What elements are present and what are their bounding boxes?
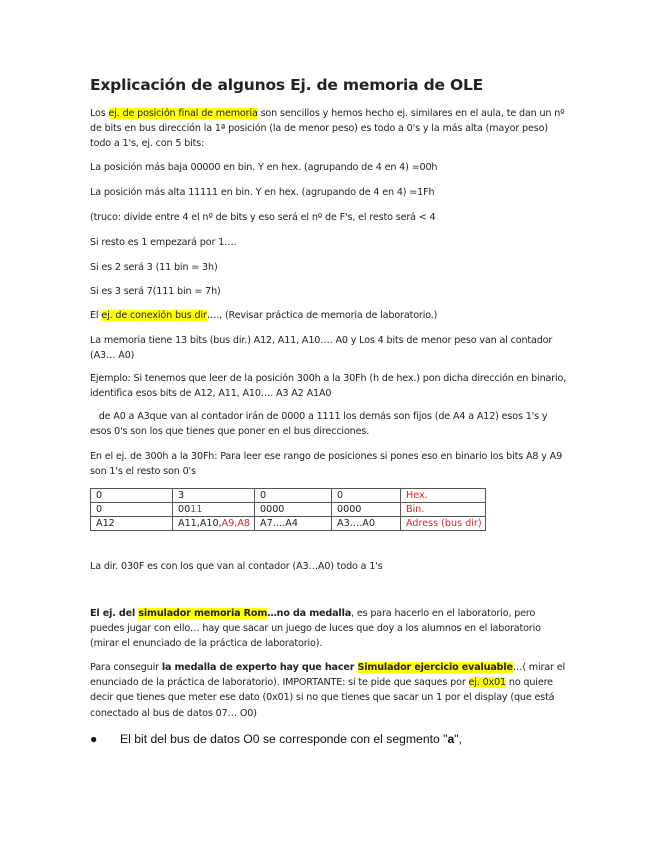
line-remainder-2: Si es 2 será 3 (11 bin = 3h) <box>90 262 218 273</box>
table-cell: 0000 <box>255 503 332 517</box>
table-cell: Hex. <box>401 489 486 503</box>
table-cell: 0 <box>91 489 173 503</box>
table-cell: 0 <box>91 503 173 517</box>
highlight-example-0x01: ej. 0x01 <box>468 677 506 689</box>
bullet-icon: ● <box>90 732 98 746</box>
paragraph-rom-simulator <box>90 606 570 652</box>
paragraph-range: En el ej. de 300h a la 30Fh: Para leer ese rango de posiciones si pones eso en binario los bits A8 y A9 son 1's el resto son 0's <box>90 451 563 478</box>
para1-rest: son sencillos y hemos hecho ej. similares en el aula, te dan un nº de bits en bus dirección la 1ª posición (la de menor peso) es todo a 0's y la más alta (mayor peso) todo a 1's, ej. con 5 bits: <box>90 108 565 150</box>
table-cell <box>173 517 255 531</box>
table-cell: 0 <box>332 489 401 503</box>
table-cell <box>173 503 255 517</box>
table-row <box>91 489 486 503</box>
medal-rest: no quiere decir que tienes que meter ese dato (0x01) si no que tienes que sacar un 1 por el display (que está conectado al bus de datos 07… O0) <box>90 677 555 719</box>
conn-lead: El <box>90 310 102 321</box>
table-cell: 3 <box>173 489 255 503</box>
rom-rest: , es para hacerlo en el laboratorio, pero puedes jugar con ello… hay que sacar un juego de luces que doy a los alumnos en el laboratorio (mirar el enunciado de la práctica de laboratorio). <box>90 608 541 650</box>
line-remainder-1: Si resto es 1 empezará por 1…. <box>90 237 237 248</box>
address-table <box>90 488 486 531</box>
line-dir-030f: La dir. 030F es con los que van al contador (A3…A0) todo a 1's <box>90 561 383 572</box>
table-cell: 0000 <box>332 503 401 517</box>
paragraph-example-counter: de A0 a A3que van al contador irán de 0000 a 1111 los demás son fijos (de A4 a A12) esos 1's y esos 0's son los que tienes que poner en el bus direcciones. <box>90 411 551 438</box>
rom-lead: El ej. del <box>90 608 139 619</box>
line-remainder-3: Si es 3 será 7(111 bin = 7h) <box>90 286 221 297</box>
highlight-final-position: ej. de posición final de memoria <box>108 108 258 119</box>
table-cell: Bin. <box>401 503 486 517</box>
para1-lead: Los <box>90 108 109 119</box>
paragraph-expert-medal <box>90 660 570 721</box>
cell-text-red: A9,A8 <box>221 518 251 529</box>
highlight-bus-connection: ej. de conexión bus dir <box>101 310 207 321</box>
paragraph-example: Ejemplo: Si tenemos que leer de la posición 300h a la 30Fh (h de hex.) pon dicha dirección en binario, identifica esos bits de A12, A11, A10…. A3 A2 A1A0 <box>90 373 567 400</box>
paragraph-final-position <box>90 106 570 152</box>
table-cell: 0 <box>255 489 332 503</box>
table-row <box>91 503 486 517</box>
paragraph-memory-bits: La memoria tiene 13 bits (bus dir.) A12, A11, A10…. A0 y Los 4 bits de menor peso van al contador (A3… A0) <box>90 335 553 362</box>
highlight-evaluable-simulator: Simulador ejercicio evaluable <box>357 662 513 673</box>
bullet-item <box>90 732 462 746</box>
medal-bold: la medalla de experto hay que hacer <box>161 662 358 673</box>
cell-text: 00 <box>178 504 191 515</box>
table-cell: Adress (bus dir) <box>401 517 486 531</box>
bullet-text: El bit del bus de datos O0 se corresponde con el segmento " <box>120 732 448 746</box>
bullet-bold: a <box>447 732 455 746</box>
rom-bold-after: …no da medalla <box>267 608 352 619</box>
paragraph-bus-connection <box>90 308 570 323</box>
cell-text: A11,A10, <box>178 518 222 529</box>
line-lowest-position: La posición más baja 00000 en bin. Y en hex. (agrupando de 4 en 4) =00h <box>90 162 438 173</box>
bullet-tail: ", <box>454 732 462 746</box>
table-row <box>91 517 486 531</box>
line-trick: (truco: divide entre 4 el nº de bits y eso será el nº de F's, el resto será < 4 <box>90 212 436 223</box>
table-cell: A3….A0 <box>332 517 401 531</box>
table-cell: A12 <box>91 517 173 531</box>
page-title: Explicación de algunos Ej. de memoria de OLE <box>90 76 484 94</box>
conn-rest: …., (Revisar práctica de memoria de laboratorio.) <box>206 310 438 321</box>
medal-lead: Para conseguir <box>90 662 162 673</box>
table-cell: A7….A4 <box>255 517 332 531</box>
highlight-rom-simulator: simulador memoria Rom <box>138 608 268 619</box>
cell-text-red: 11 <box>190 504 203 515</box>
medal-mid: …( mirar el enunciado de la práctica de laboratorio). IMPORTANTE: si te pide que saques por <box>90 662 566 689</box>
line-highest-position: La posición más alta 11111 en bin. Y en hex. (agrupando de 4 en 4) =1Fh <box>90 187 435 198</box>
